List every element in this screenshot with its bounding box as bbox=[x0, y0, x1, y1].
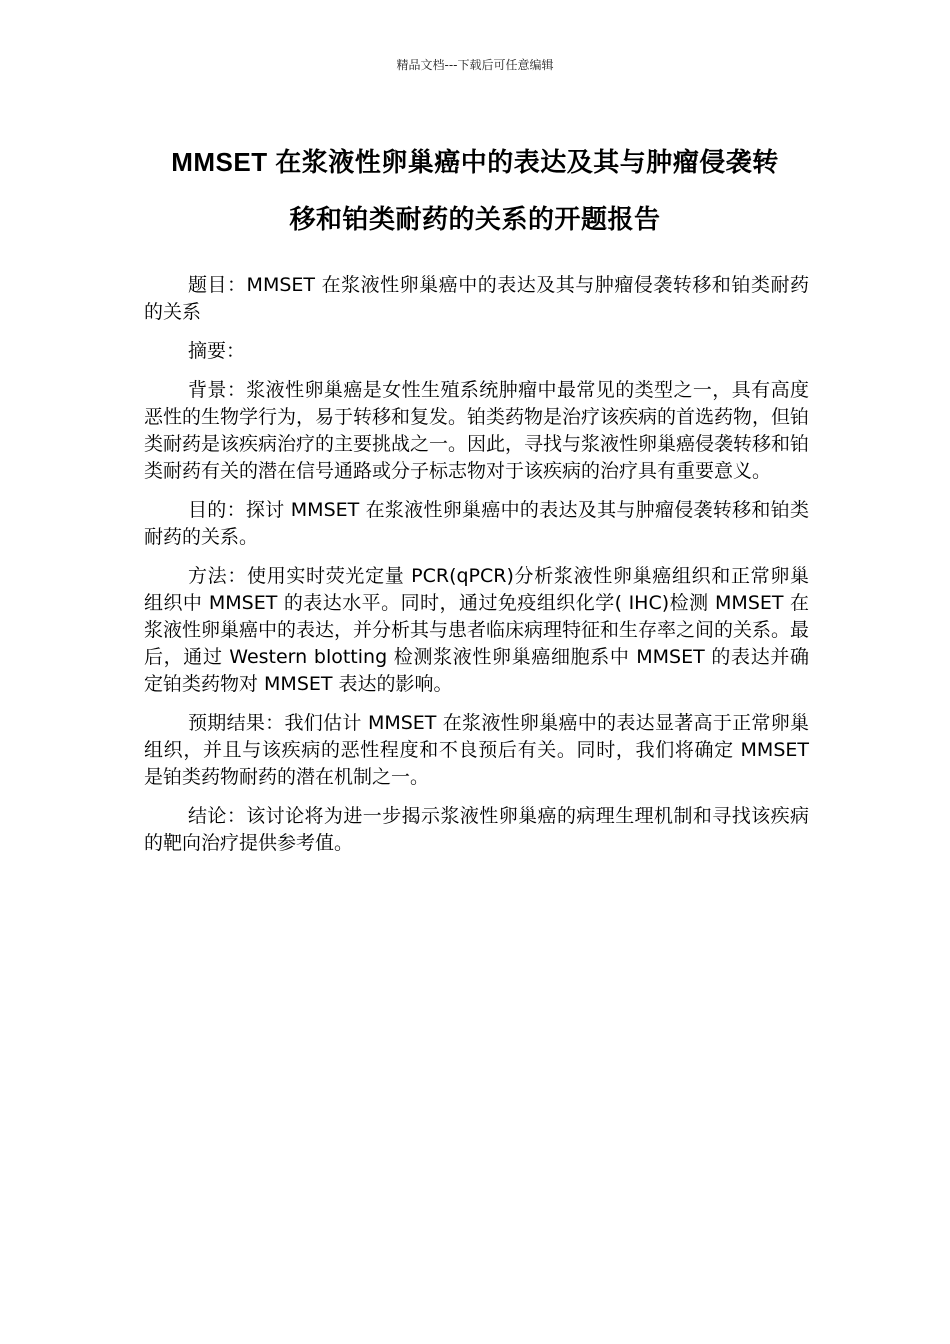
paragraph-background: 背景：浆液性卵巢癌是女性生殖系统肿瘤中最常见的类型之一，具有高度恶性的生物学行为，易于转移和复发。铂类药物是治疗该疾病的首选药物，但铂类耐药是该疾病治疗的主要挑战之一。因此，寻找与浆液性卵巢癌侵袭转移和铂类耐药有关的潜在信号通路或分子标志物对于该疾病的治疗具有重要意义。 bbox=[144, 379, 810, 482]
paragraph-abstract-heading: 摘要： bbox=[188, 340, 246, 362]
paragraph-objective: 目的：探讨 MMSET 在浆液性卵巢癌中的表达及其与肿瘤侵袭转移和铂类耐药的关系。 bbox=[144, 499, 809, 548]
paragraph-expected-results: 预期结果：我们估计 MMSET 在浆液性卵巢癌中的表达显著高于正常卵巢组织，并且与该疾病的恶性程度和不良预后有关。同时，我们将确定 MMSET 是铂类药物耐药的潜在机制之一。 bbox=[144, 712, 809, 788]
paragraph-topic: 题目：MMSET 在浆液性卵巢癌中的表达及其与肿瘤侵袭转移和铂类耐药的关系 bbox=[144, 274, 809, 323]
document-title bbox=[120, 134, 830, 248]
title-line-2: 移和铂类耐药的关系的开题报告 bbox=[289, 204, 661, 234]
paragraph-methods: 方法：使用实时荧光定量 PCR(qPCR)分析浆液性卵巢癌组织和正常卵巢组织中 MMSET 的表达水平。同时，通过免疫组织化学( IHC)检测 MMSET 在浆液性卵巢癌中的表达，并分析其与患者临床病理特征和生存率之间的关系。最后，通过 Western blotting 检测浆液性卵巢癌细胞系中 MMSET 的表达并确定铂类药物对 MMSET 表达的影响。 bbox=[144, 565, 810, 695]
paragraph-conclusion: 结论：该讨论将为进一步揭示浆液性卵巢癌的病理生理机制和寻找该疾病的靶向治疗提供参考值。 bbox=[144, 805, 809, 854]
document-body bbox=[144, 272, 809, 869]
page-header: 精品文档---下载后可任意编辑 bbox=[396, 58, 554, 72]
title-line-1: MMSET 在浆液性卵巢癌中的表达及其与肿瘤侵袭转 bbox=[171, 147, 779, 177]
